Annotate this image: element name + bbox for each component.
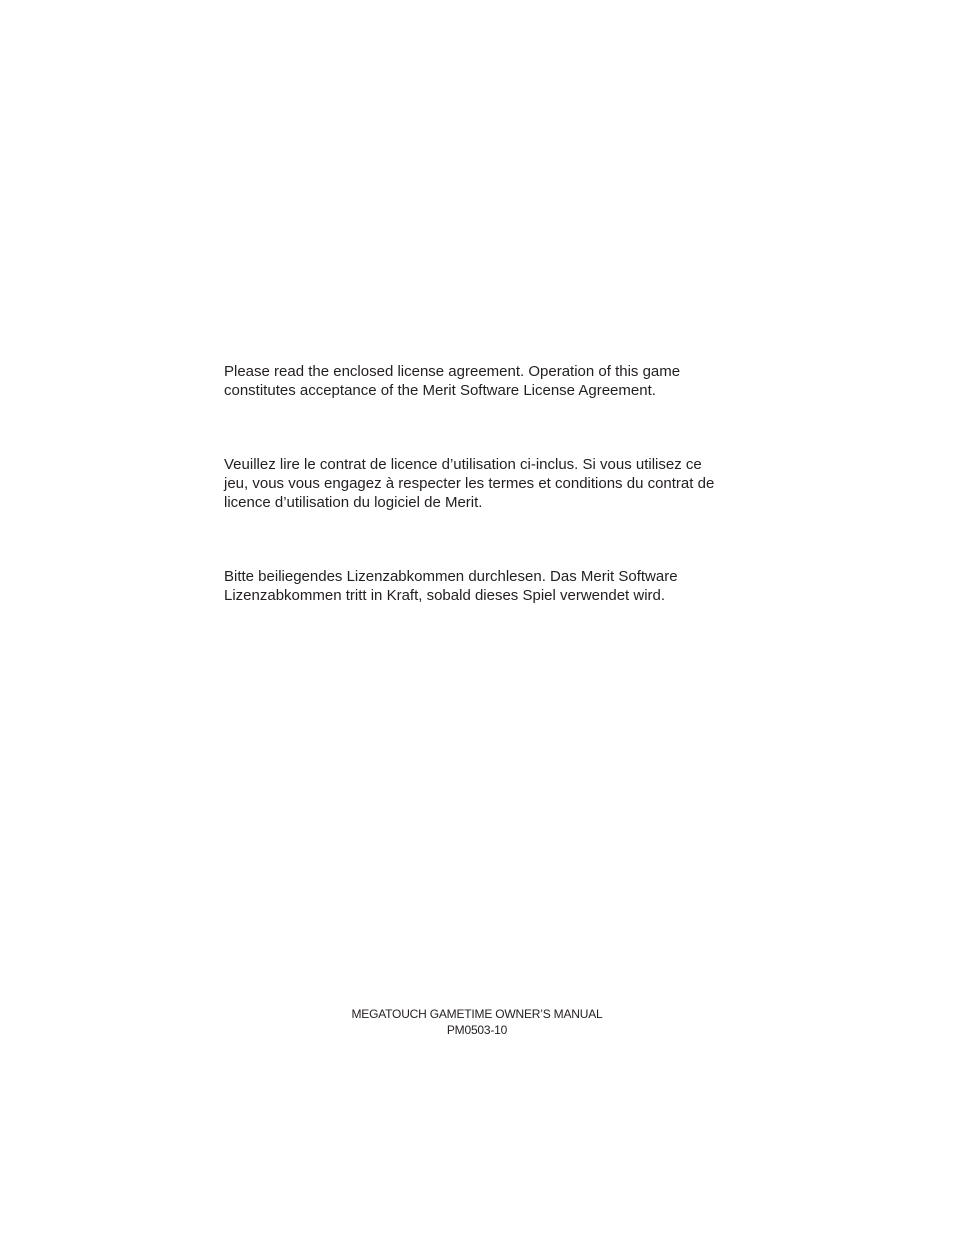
manual-title: MEGATOUCH GAMETIME OWNER’S MANUAL xyxy=(351,1007,603,1021)
license-notice-french xyxy=(224,455,744,512)
part-number: PM0503-10 xyxy=(446,1023,508,1037)
license-notice-german xyxy=(224,567,744,605)
license-notice-english xyxy=(224,362,744,400)
notice-line: licence d’utilisation du logiciel de Merit. xyxy=(224,494,483,511)
notice-line: Veuillez lire le contrat de licence d’utilisation ci-inclus. Si vous utilisez ce xyxy=(224,456,702,473)
notice-line: Lizenzabkommen tritt in Kraft, sobald dieses Spiel verwendet wird. xyxy=(224,587,666,604)
notice-line: Please read the enclosed license agreement. Operation of this game xyxy=(224,363,681,380)
notice-line: jeu, vous vous engagez à respecter les termes et conditions du contrat de xyxy=(224,475,715,492)
notice-line: Bitte beiliegendes Lizenzabkommen durchlesen. Das Merit Software xyxy=(224,568,678,585)
page-footer xyxy=(0,1006,954,1038)
notice-line: constitutes acceptance of the Merit Software License Agreement. xyxy=(224,382,656,399)
